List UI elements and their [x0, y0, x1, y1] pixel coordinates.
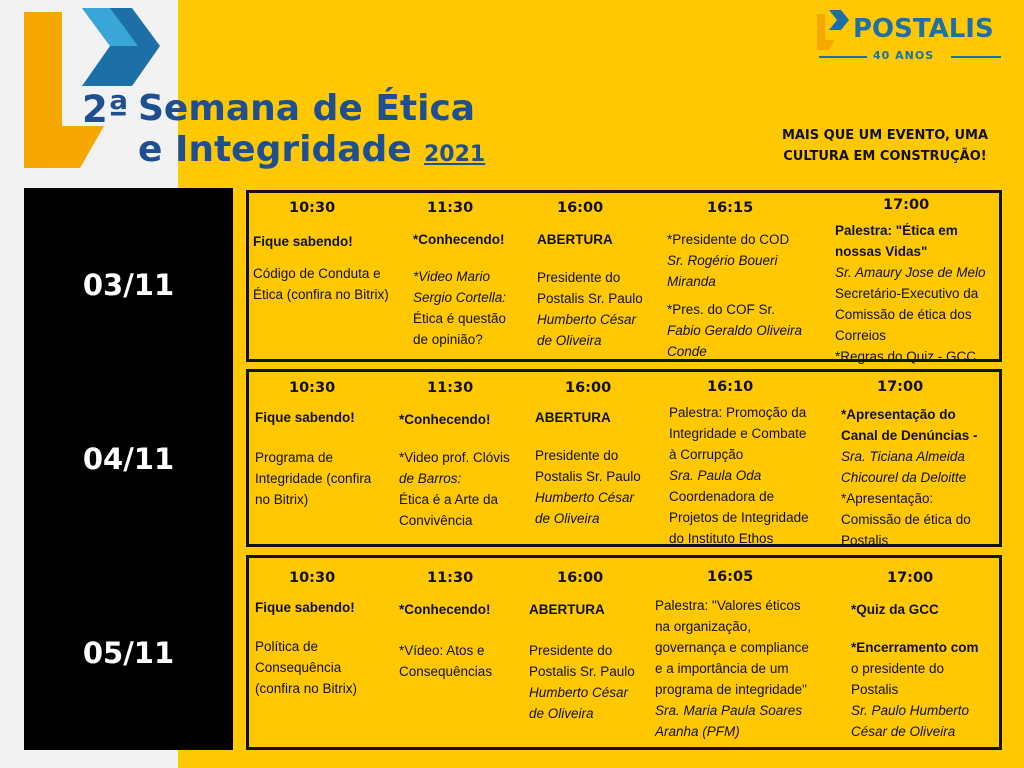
session-heading: Fique sabendo! — [255, 600, 355, 615]
session-text: Presidente do — [537, 270, 621, 285]
session-text: Humberto César — [535, 490, 635, 505]
session-heading: ABERTURA — [535, 410, 611, 425]
session-text: Humberto César — [537, 312, 637, 327]
session-text: Sergio Cortella: — [413, 290, 507, 305]
brand-name: POSTALIS — [853, 14, 994, 44]
session-text: Presidente do — [535, 448, 619, 463]
title-line-2: e Integridade — [138, 129, 412, 170]
session-text: Postalis Sr. Paulo — [537, 291, 643, 306]
session-text: Postalis — [851, 682, 899, 697]
session-text: e a importância de um — [655, 661, 789, 676]
session-text: Miranda — [667, 274, 716, 289]
session-text: *Regras do Quiz - GCC — [835, 349, 977, 364]
postalis-brand — [815, 8, 1015, 68]
session-text: Consequências — [399, 664, 493, 679]
time-slot: 16:00 — [557, 570, 604, 586]
time-slot: 17:00 — [877, 379, 924, 395]
date-label-1: 03/11 — [82, 268, 175, 302]
session-text: governança e compliance — [655, 640, 809, 655]
session-text: Palestra: "Valores éticos — [655, 598, 801, 613]
session-text: Palestra: Promoção da — [669, 405, 807, 420]
session-text: de Barros: — [399, 471, 462, 486]
session-text: Sra. Maria Paula Soares — [655, 703, 803, 718]
session-heading: *Conhecendo! — [399, 412, 491, 427]
session-text: *Video prof. Clóvis — [399, 450, 510, 465]
session-text: *Apresentação: — [841, 491, 934, 506]
session-text: *Pres. do COF Sr. — [667, 302, 776, 317]
session-text: no Bitrix) — [255, 492, 309, 507]
session-heading: Fique sabendo! — [255, 410, 355, 425]
session-text: Comissão de ética dos — [835, 307, 972, 322]
session-text: Fabio Geraldo Oliveira — [667, 323, 803, 338]
session-text: Presidente do — [529, 643, 613, 658]
session-heading: *Encerramento com — [851, 640, 979, 655]
session-text: Sr. Paulo Humberto — [851, 703, 970, 718]
session-text: Postalis Sr. Paulo — [529, 664, 635, 679]
session-text: Sr. Rogério Boueri — [667, 253, 778, 268]
session-text: na organização, — [655, 619, 752, 634]
session-text: Programa de — [255, 450, 334, 465]
session-heading: ABERTURA — [537, 232, 613, 247]
session-text: Ética é a Arte da — [399, 492, 499, 507]
title-line-1: Semana de Ética — [138, 88, 476, 129]
day-schedule-3 — [246, 555, 1002, 750]
session-text: Postalis Sr. Paulo — [535, 469, 641, 484]
session-text: Secretário-Executivo da — [835, 286, 979, 301]
session-text: Projetos de Integridade — [669, 510, 809, 525]
session-text: Postalis — [841, 533, 889, 548]
time-slot: 16:00 — [557, 200, 604, 216]
session-text: Sra. Ticiana Almeida — [841, 449, 965, 464]
time-slot: 16:15 — [707, 200, 754, 216]
session-text: programa de integridade" — [655, 682, 807, 697]
session-text: Chicourel da Deloitte — [841, 470, 967, 485]
time-slot: 11:30 — [427, 570, 474, 586]
session-text: Ética (confira no Bitrix) — [253, 287, 389, 302]
session-text: Sr. Amaury Jose de Melo — [835, 265, 986, 280]
tagline — [755, 125, 1015, 167]
session-heading: ABERTURA — [529, 602, 605, 617]
session-heading: *Apresentação do — [841, 407, 956, 422]
tagline-line-1: MAIS QUE UM EVENTO, UMA — [781, 128, 989, 143]
brand-subtitle: 40 ANOS — [873, 49, 935, 62]
session-text: de Oliveira — [537, 333, 602, 348]
brand-divider-left — [819, 56, 867, 58]
session-text: (confira no Bitrix) — [255, 681, 358, 696]
session-heading: Canal de Denúncias - — [841, 428, 978, 443]
session-text: Integridade (confira — [255, 471, 372, 486]
brand-divider-right — [951, 56, 1001, 58]
session-text: César de Oliveira — [851, 724, 956, 739]
session-text: Coordenadora de — [669, 489, 775, 504]
session-text: à Corrupção — [669, 447, 744, 462]
tagline-line-2: CULTURA EM CONSTRUÇÃO! — [783, 149, 987, 164]
session-text: Conde — [667, 344, 707, 359]
day-schedule-2 — [246, 369, 1002, 547]
date-label-2: 04/11 — [82, 442, 175, 476]
session-text: Comissão de ética do — [841, 512, 971, 527]
time-slot: 11:30 — [427, 380, 474, 396]
session-text: Humberto César — [529, 685, 629, 700]
day-schedule-1 — [246, 190, 1002, 362]
session-text: de Oliveira — [535, 511, 600, 526]
session-text: Sra. Paula Oda — [669, 468, 762, 483]
title-ordinal: 2ª — [82, 88, 129, 131]
time-slot: 16:00 — [565, 380, 612, 396]
session-text: Integridade e Combate — [669, 426, 807, 441]
session-heading: *Quiz da GCC — [851, 602, 939, 617]
title-year: 2021 — [424, 142, 486, 167]
session-text: de opinião? — [413, 332, 483, 347]
session-text: *Presidente do COD — [667, 232, 790, 247]
date-label-3: 05/11 — [82, 636, 175, 670]
session-heading: Palestra: "Ética em — [835, 223, 958, 238]
session-text: Ética é questão — [413, 311, 507, 326]
session-heading: Fique sabendo! — [253, 234, 353, 249]
time-slot: 16:10 — [707, 379, 754, 395]
session-text: do Instituto Ethos — [669, 531, 774, 546]
date-column — [24, 188, 233, 750]
session-heading: *Conhecendo! — [413, 232, 505, 247]
postalis-logo-icon — [815, 10, 851, 50]
session-text: Convivência — [399, 513, 473, 528]
session-text: de Oliveira — [529, 706, 594, 721]
session-text: *Video Mario — [413, 269, 491, 284]
session-text: Correios — [835, 328, 887, 343]
session-text: Aranha (PFM) — [655, 724, 740, 739]
time-slot: 10:30 — [289, 380, 336, 396]
time-slot: 17:00 — [883, 197, 930, 213]
session-text: o presidente do — [851, 661, 945, 676]
session-text: *Vídeo: Atos e — [399, 643, 485, 658]
session-text: Consequência — [255, 660, 342, 675]
time-slot: 10:30 — [289, 200, 336, 216]
time-slot: 16:05 — [707, 569, 754, 585]
time-slot: 17:00 — [887, 570, 934, 586]
session-heading: *Conhecendo! — [399, 602, 491, 617]
time-slot: 11:30 — [427, 200, 474, 216]
session-text: Política de — [255, 639, 319, 654]
session-heading: nossas Vidas" — [835, 244, 928, 259]
time-slot: 10:30 — [289, 570, 336, 586]
session-text: Código de Conduta e — [253, 266, 381, 281]
